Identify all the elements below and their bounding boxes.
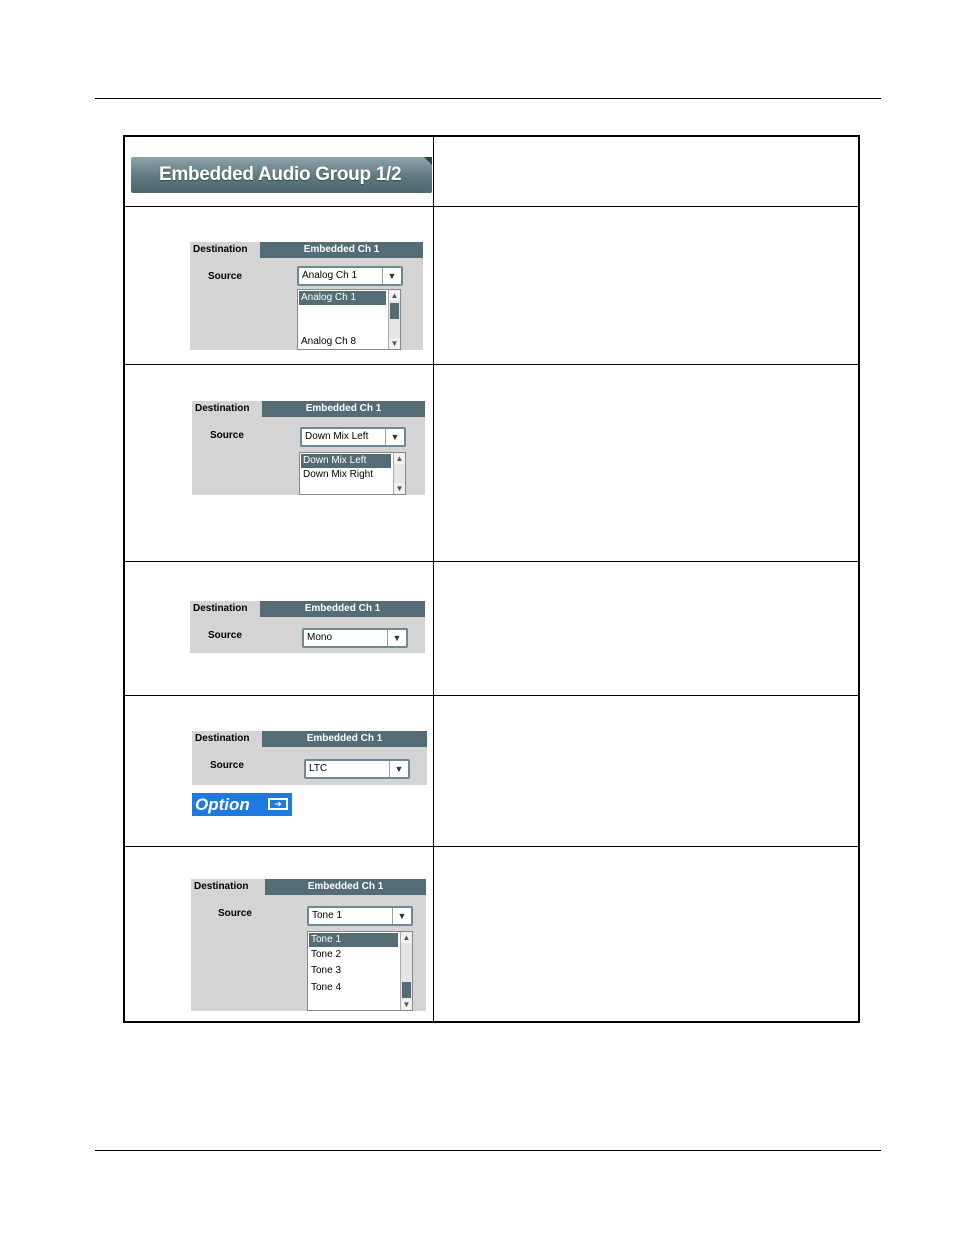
group-header-tab[interactable] [131,157,432,193]
row-divider [125,695,858,696]
list-item[interactable]: Tone 1 [309,933,398,947]
option-badge [192,793,292,816]
source-select-value: Mono [307,632,333,643]
chevron-down-icon[interactable]: ▼ [382,268,401,284]
chevron-down-icon[interactable]: ▼ [385,429,404,445]
row-divider [125,846,858,847]
source-label: Source [218,908,252,919]
destination-label: Destination [193,603,248,614]
header-rule [95,98,881,99]
source-select[interactable] [304,759,410,779]
source-label: Source [208,630,242,641]
source-label: Source [210,760,244,771]
footer-rule [95,1150,881,1151]
scroll-down-icon[interactable]: ▼ [402,1000,411,1009]
source-select-value: Analog Ch 1 [302,270,358,281]
source-panel-downmix [192,401,425,495]
tab-corner [424,157,432,165]
chevron-down-icon[interactable]: ▼ [392,908,411,924]
list-item[interactable]: Down Mix Right [303,469,374,480]
scroll-up-icon[interactable]: ▲ [402,933,411,942]
source-select[interactable] [300,427,406,447]
list-item[interactable]: Tone 4 [311,982,342,993]
source-select-value: Tone 1 [312,910,343,921]
source-panel-mono [190,601,425,653]
list-item[interactable]: Tone 2 [311,949,342,960]
source-select[interactable] [307,906,413,926]
list-item[interactable]: Analog Ch 8 [301,336,357,347]
destination-label: Destination [193,244,248,255]
settings-table [123,135,860,1023]
source-label: Source [210,430,244,441]
source-panel-tone [191,879,426,1011]
destination-label: Destination [195,733,250,744]
arrow-right-box-icon: ➜ [268,798,288,810]
destination-value: Embedded Ch 1 [260,242,423,258]
source-panel-ltc [192,731,427,785]
destination-value: Embedded Ch 1 [265,879,426,895]
source-listbox[interactable] [297,289,401,350]
destination-value: Embedded Ch 1 [262,401,425,417]
source-select-value: LTC [309,763,328,774]
scroll-thumb[interactable] [402,982,411,998]
row-divider [125,364,858,365]
source-label: Source [208,271,242,282]
scroll-up-icon[interactable]: ▲ [395,454,404,463]
source-select-value: Down Mix Left [305,431,369,442]
option-badge-label: Option [195,795,250,814]
destination-label: Destination [194,881,249,892]
scroll-thumb[interactable] [390,303,399,319]
listbox-scrollbar[interactable] [400,932,412,1010]
list-item[interactable]: Down Mix Left [301,454,391,468]
group-header-title: Embedded Audio Group 1/2 [159,164,402,185]
source-select[interactable] [302,628,408,648]
source-listbox[interactable] [307,931,413,1011]
listbox-scrollbar[interactable] [388,290,400,349]
listbox-scrollbar[interactable] [393,453,405,494]
destination-value: Embedded Ch 1 [262,731,427,747]
destination-label: Destination [195,403,250,414]
scroll-down-icon[interactable]: ▼ [390,339,399,348]
source-panel-analog [190,242,423,350]
row-divider [125,206,858,207]
scroll-down-icon[interactable]: ▼ [395,484,404,493]
list-item[interactable]: Analog Ch 1 [299,291,386,305]
column-divider [433,137,434,1021]
row-divider [125,561,858,562]
list-item[interactable]: Tone 3 [311,965,342,976]
chevron-down-icon[interactable]: ▼ [387,630,406,646]
chevron-down-icon[interactable]: ▼ [389,761,408,777]
source-select[interactable] [297,266,403,286]
scroll-up-icon[interactable]: ▲ [390,291,399,300]
destination-value: Embedded Ch 1 [260,601,425,617]
source-listbox[interactable] [299,452,406,495]
